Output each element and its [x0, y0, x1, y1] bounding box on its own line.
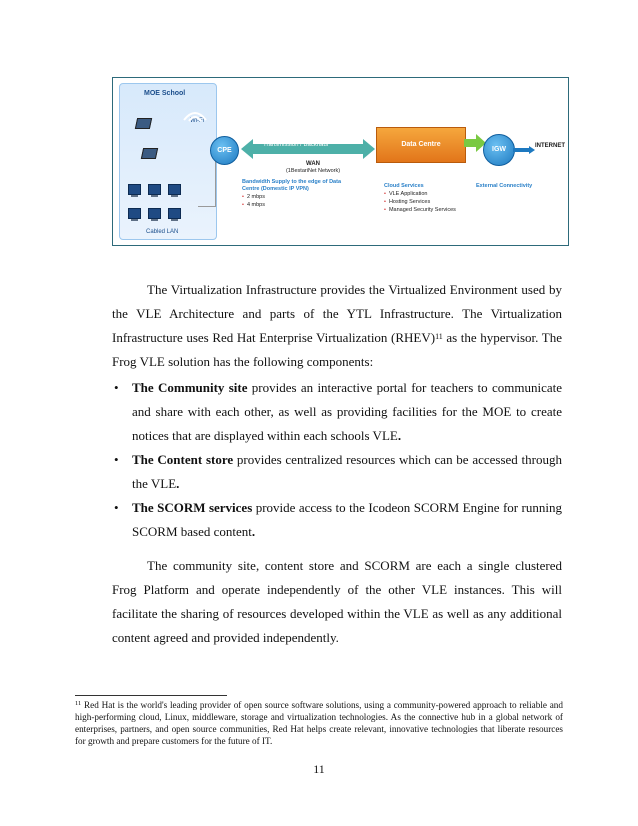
- desktop-icon: [128, 184, 141, 195]
- list-item-text: provide access to the Icodeon SCORM Engine for running SCORM based content: [132, 500, 562, 539]
- cloud-item: • VLE Application: [384, 191, 474, 198]
- para1-text: The Virtualization Infrastructure provides the Virtualized Environment used by the VLE Architecture and parts of the YTL Infrastructure. The Virtualization Infrastructure uses Red Hat Enterprise Virtualization (RHEV): [112, 282, 562, 345]
- desktop-icon: [168, 184, 181, 195]
- list-item: [112, 448, 562, 496]
- wifi-icon: [180, 104, 210, 124]
- page-number: 11: [313, 762, 325, 776]
- list-item-title: The Content store: [132, 452, 234, 467]
- footnote-marker: 11: [75, 700, 82, 707]
- bandwidth-heading: Bandwidth Supply to the edge of Data Centre (Domestic IP VPN): [242, 179, 341, 192]
- list-item-end: .: [251, 524, 256, 539]
- wan-sublabel: (1BestariNet Network): [285, 168, 341, 174]
- para1-text-end: as the hypervisor. The Frog VLE solution has the following components:: [112, 330, 562, 369]
- component-list: [112, 376, 562, 544]
- bandwidth-item: • 2 mbps: [242, 194, 342, 201]
- list-item: [112, 376, 562, 448]
- list-item-text: provides an interactive portal for teachers to communicate and share with each other, as well as providing facilities for the MOE to create notices that are displayed within each schools VLE: [132, 380, 562, 443]
- connector-line: [198, 206, 216, 207]
- igw-node: IGW: [483, 134, 515, 166]
- bandwidth-item: • 4 mbps: [242, 202, 342, 209]
- footnote: [75, 699, 563, 747]
- desktop-icon: [148, 208, 161, 219]
- bandwidth-block: [242, 179, 342, 209]
- external-connectivity-heading: External Connectivity: [476, 183, 533, 189]
- cabled-lan-label: Cabled LAN: [146, 229, 179, 235]
- desktop-icon: [148, 184, 161, 195]
- list-item-text: provides centralized resources which can be accessed through the VLE: [132, 452, 562, 491]
- cloud-services-heading: Cloud Services: [384, 183, 424, 189]
- laptop-icon: [141, 148, 158, 159]
- cloud-item: • Managed Security Services: [384, 207, 474, 214]
- footnote-text: Red Hat is the world's leading provider of open source software solutions, using a community-powered approach to reliable and high-performing cloud, Linux, middleware, storage and virtualization technologies. As the connective hub in a global network of enterprises, partners, and open source communities, Red Hat helps create relevant, innovative technologies that liberate resources for growth and prepare customers for the future of IT.: [75, 700, 563, 746]
- cloud-services-block: [384, 183, 474, 214]
- internet-label: INTERNET: [535, 143, 565, 149]
- school-title: MOE School: [144, 90, 186, 97]
- footnote-ref: 11: [435, 332, 443, 341]
- network-architecture-figure: [112, 77, 569, 246]
- list-item: [112, 496, 562, 544]
- cloud-item: • Hosting Services: [384, 199, 474, 206]
- transmission-label: Transmission / Backhaul: [263, 142, 329, 148]
- list-item-end: .: [397, 428, 402, 443]
- wifi-label: Wi-Fi: [190, 118, 204, 124]
- desktop-icon: [128, 208, 141, 219]
- paragraph-clustered-platform: The community site, content store and SCORM are each a single clustered Frog Platform and operate independently of the other VLE instances. This will facilitate the sharing of resources developed within the VLE as well as any additional content agreed and provided independently.: [112, 558, 562, 645]
- cpe-node: CPE: [210, 136, 239, 165]
- moe-school-panel: [119, 83, 217, 240]
- list-item-title: The Community site: [132, 380, 248, 395]
- list-item-end: .: [176, 476, 180, 491]
- internet-arrow-icon: [513, 146, 535, 154]
- paragraph-virtualization: [112, 278, 562, 374]
- laptop-icon: [135, 118, 152, 129]
- desktop-icon: [168, 208, 181, 219]
- list-item-title: The SCORM services: [132, 500, 253, 515]
- external-connectivity-block: [476, 183, 532, 190]
- wan-label: WAN: [306, 161, 320, 167]
- data-centre-node: Data Centre: [376, 127, 466, 163]
- footnote-divider: [75, 695, 227, 696]
